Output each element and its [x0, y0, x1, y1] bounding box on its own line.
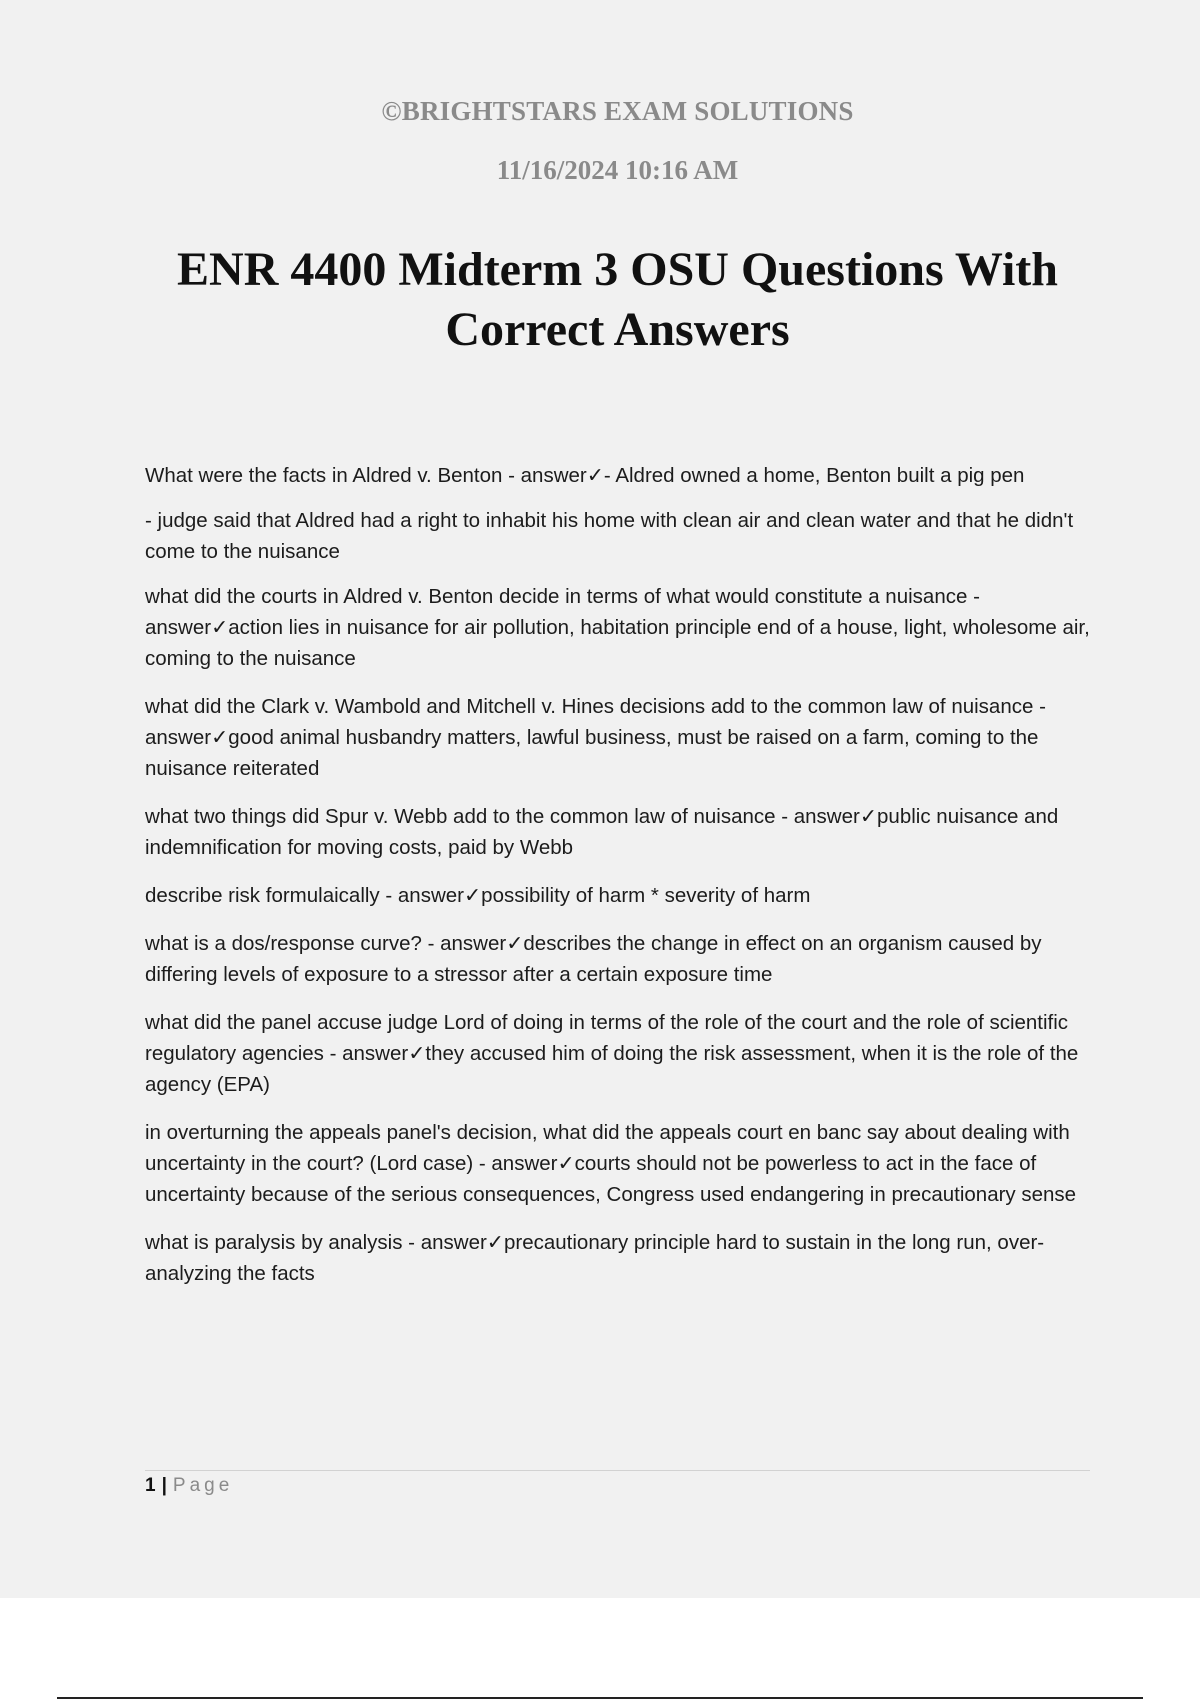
- page-word: Page: [172, 1475, 234, 1496]
- qa-item: What were the facts in Aldred v. Benton - answer✓- Aldred owned a home, Benton built a pig pen: [145, 463, 1025, 487]
- check-icon: ✓: [557, 1151, 575, 1175]
- header-timestamp: 11/16/2024 10:16 AM: [496, 155, 739, 185]
- check-icon: ✓: [211, 615, 229, 639]
- qa-item: what did the courts in Aldred v. Benton decide in terms of what would constitute a nuisance - answer✓action lies in nuisance for air pollution, habitation principle end of a house, light, wholesome air, coming to the nuisance: [145, 585, 1090, 670]
- check-icon: ✓: [211, 725, 229, 749]
- check-icon: ✓: [463, 883, 482, 907]
- check-icon: ✓: [506, 931, 524, 955]
- check-icon: ✓: [486, 1230, 504, 1254]
- document-title: ENR 4400 Midterm 3 OSU Questions With Correct Answers: [177, 243, 1058, 356]
- qa-item: what is paralysis by analysis - answer✓precautionary principle hard to sustain in the long run, over-analyzing the facts: [145, 1230, 1045, 1285]
- page-number: 1: [145, 1475, 156, 1496]
- header-copyright: ©BRIGHTSTARS EXAM SOLUTIONS: [381, 96, 854, 126]
- page-separator: |: [161, 1475, 167, 1496]
- qa-item: in overturning the appeals panel's decision, what did the appeals court en banc say about dealing with uncertainty in the court? (Lord case) - answer✓courts should not be powerless to act in the face of uncertainty because of the serious consequences, Congress used endangering in precautionary sense: [145, 1121, 1077, 1206]
- qa-item: what two things did Spur v. Webb add to the common law of nuisance - answer✓public nuisance and indemnification for moving costs, paid by Webb: [145, 804, 1059, 859]
- bottom-divider: [57, 1697, 1143, 1699]
- page-number-footer: [145, 1472, 233, 1500]
- qa-item: describe risk formulaically - answer✓possibility of harm * severity of harm: [145, 883, 811, 907]
- check-icon: ✓: [859, 804, 878, 828]
- check-icon: ✓: [408, 1041, 426, 1065]
- check-icon: ✓: [586, 463, 604, 487]
- footer-divider: [145, 1470, 1090, 1471]
- qa-item: what is a dos/response curve? - answer✓describes the change in effect on an organism caused by differing levels of exposure to a stressor after a certain exposure time: [145, 931, 1042, 986]
- qa-item: what did the Clark v. Wambold and Mitchell v. Hines decisions add to the common law of nuisance - answer✓good animal husbandry matters, lawful business, must be raised on a farm, coming to the nuisance reiterated: [145, 695, 1046, 780]
- qa-item: - judge said that Aldred had a right to inhabit his home with clean air and clean water and that he didn't come to the nuisance: [145, 509, 1074, 563]
- qa-list: [145, 460, 1090, 1306]
- qa-item: what did the panel accuse judge Lord of doing in terms of the role of the court and the role of scientific regulatory agencies - answer✓they accused him of doing the risk assessment, when it is the role of the agency (EPA): [145, 1011, 1079, 1096]
